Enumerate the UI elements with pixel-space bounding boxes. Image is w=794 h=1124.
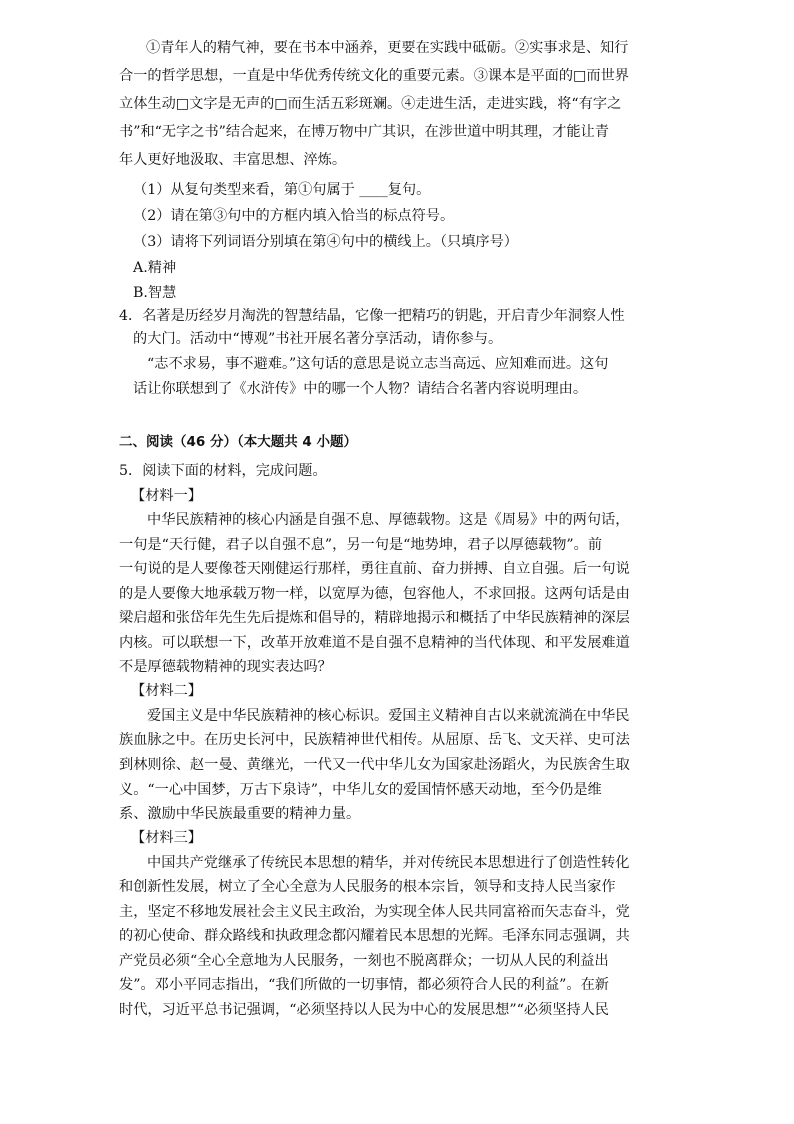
q3-passage-line: 合一的哲学思想，一直是中华优秀传统文化的重要元素。③课本是平面的□而世界 [119, 68, 629, 84]
q3-passage-line: ①青年人的精气神，要在书本中涵养，更要在实践中砥砺。②实事求是、知行 [146, 40, 629, 56]
material-2-line: 族血脉之中。在历史长河中，民族精神世代相传。从屈原、岳飞、文天祥、史可法 [119, 732, 630, 748]
q3-passage-line: 书”和“无字之书”结合起来，在博万物中广其识，在涉世道中明其理，才能让青 [119, 124, 609, 140]
q4-intro-line: 的大门。活动中“博观”书社开展名著分享活动，请你参与。 [133, 331, 503, 347]
material-3-line: 中国共产党继承了传统民本思想的精华，并对传统民本思想进行了创造性转化 [147, 855, 630, 871]
material-3-line: 时代，习近平总书记强调，“必须坚持以人民为中心的发展思想”“必须坚持人民 [119, 1002, 609, 1018]
material-1-line: 的是人要像大地承载万物一样，以宽厚为德，包容他人，不求回报。这两句话是由 [119, 586, 630, 602]
material-2-line: 爱国主义是中华民族精神的核心标识。爱国主义精神自古以来就流淌在中华民 [147, 708, 630, 724]
material-3-line: 的初心使命、群众路线和执政理念都闪耀着民本思想的光辉。毛泽东同志强调，共 [119, 928, 630, 944]
q3-option-b: B.智慧 [133, 285, 177, 301]
material-1-line: 中华民族精神的核心内涵是自强不息、厚德载物。这是《周易》中的两句话， [147, 512, 630, 528]
q5-stem: 5．阅读下面的材料，完成问题。 [119, 463, 327, 479]
q4-prompt-line: 话让你联想到了《水浒传》中的哪一个人物？请结合名著内容说明理由。 [133, 381, 588, 397]
material-2-label: 【材料二】 [131, 683, 202, 699]
material-1-line: 一句说的是人要像苍天刚健运行那样，勇往直前、奋力拼搏、自立自强。后一句说 [119, 561, 630, 577]
material-3-label: 【材料三】 [131, 830, 202, 846]
material-1-line: 梁启超和张岱年先生先后提炼和倡导的，精辟地揭示和概括了中华民族精神的深层 [119, 610, 630, 626]
q3-subquestion-1: （1）从复句类型来看，第①句属于 ____复句。 [133, 182, 431, 198]
q3-subquestion-2: （2）请在第③句中的方框内填入恰当的标点符号。 [133, 208, 455, 224]
q3-subquestion-3: （3）请将下列词语分别填在第④句中的横线上。（只填序号） [133, 234, 518, 250]
material-2-line: 系、激励中华民族最重要的精神力量。 [119, 806, 361, 822]
section-heading: 二、阅读（46 分）（本大题共 4 小题） [119, 434, 358, 450]
q3-option-a: A.精神 [133, 260, 177, 276]
material-3-line: 产党员必须“全心全意地为人民服务，一刻也不脱离群众；一切从人民的利益出 [119, 953, 609, 969]
material-1-line: 内核。可以联想一下，改革开放难道不是自强不息精神的当代体现、和平发展难道 [119, 635, 630, 651]
q3-passage-line: 立体生动□文字是无声的□而生活五彩斑斓。④走进生活，走进实践，将“有字之 [119, 96, 622, 112]
q4-intro-line: 4．名著是历经岁月淘洗的智慧结晶，它像一把精巧的钥匙，开启青少年洞察人性 [119, 308, 625, 324]
material-1-line: 不是厚德载物精神的现实表达吗？ [119, 659, 332, 675]
material-1-line: 一句是“天行健，君子以自强不息”，另一句是“地势坤，君子以厚德载物”。前 [119, 537, 603, 553]
material-1-label: 【材料一】 [131, 488, 202, 504]
q4-prompt-line: “志不求易，事不避难。”这句话的意思是说立志当高远、应知难而进。这句 [147, 356, 609, 372]
material-3-line: 发”。邓小平同志指出，“我们所做的一切事情，都必须符合人民的利益”。在新 [119, 977, 609, 993]
material-2-line: 义。“一心中国梦，万古下泉诗”，中华儿女的爱国情怀感天动地，至今仍是维 [119, 782, 602, 798]
material-3-line: 和创新性发展，树立了全心全意为人民服务的根本宗旨，领导和支持人民当家作 [119, 879, 616, 895]
material-3-line: 主，坚定不移地发展社会主义民主政治，为实现全体人民共同富裕而矢志奋斗，党 [119, 904, 630, 920]
q3-passage-line: 年人更好地汲取、丰富思想、淬炼。 [119, 152, 347, 168]
material-2-line: 到林则徐、赵一曼、黄继光，一代又一代中华儿女为国家赴汤蹈火，为民族舍生取 [119, 757, 630, 773]
